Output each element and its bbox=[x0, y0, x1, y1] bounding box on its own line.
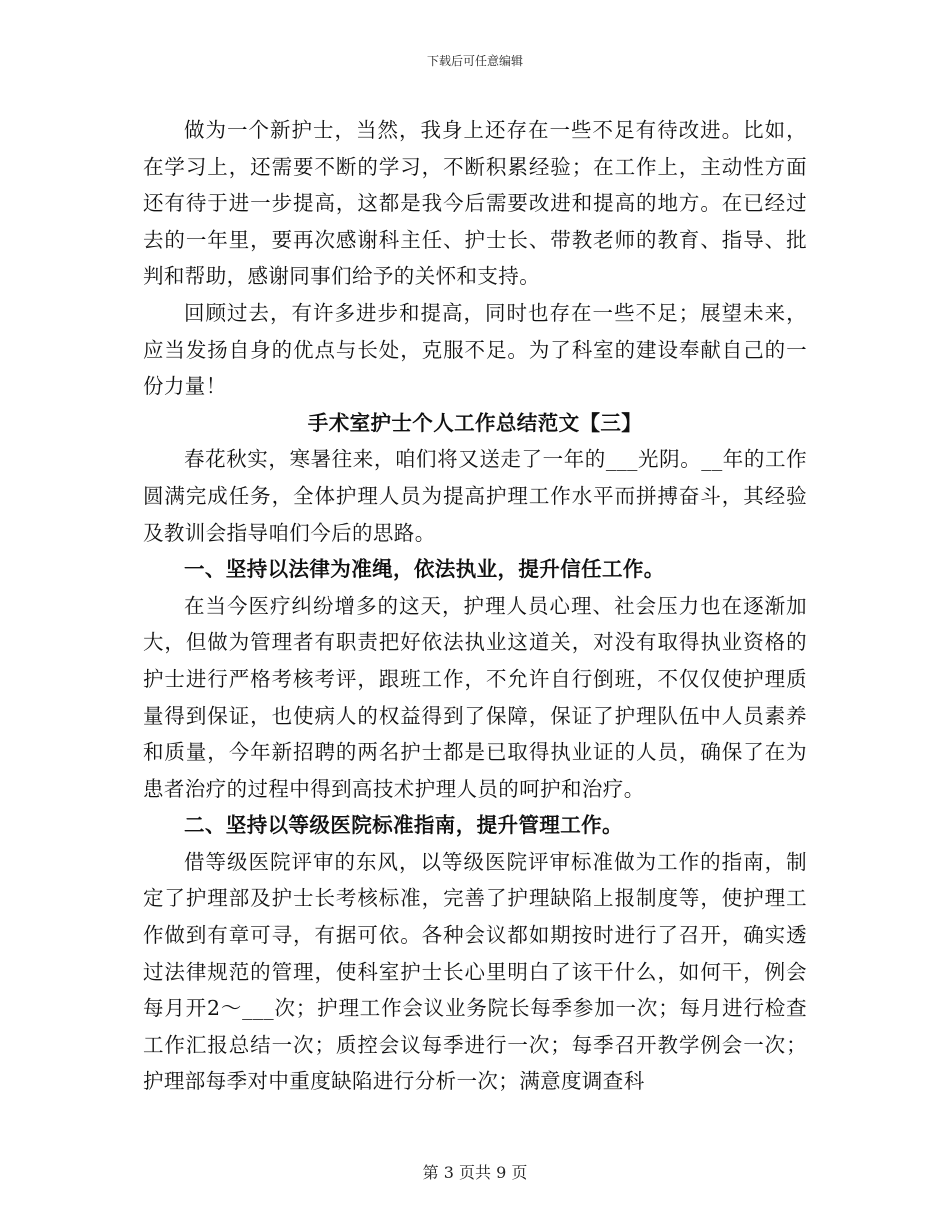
paragraph-law-compliance: 在当今医疗纠纷增多的这天，护理人员心理、社会压力也在逐渐加大，但做为管理者有职责把好依法执业这道关，对没有取得执业资格的护士进行严格考核考评，跟班工作，不允许自行倒班，不仅仅使护理质量得到保证，也使病人的权益得到了保障，保证了护理队伍中人员素养和质量，今年新招聘的两名护士都是已取得执业证的人员，确保了在为患者治疗的过程中得到高技术护理人员的呵护和治疗。 bbox=[143, 593, 807, 801]
heading-hospital-standards: 二、坚持以等级医院标准指南，提升管理工作。 bbox=[184, 813, 623, 838]
paragraph-self-improvement: 做为一个新护士，当然，我身上还存在一些不足有待改进。比如，在学习上，还需要不断的学习，不断积累经验；在工作上，主动性方面还有待于进一步提高，这都是我今后需要改进和提高的地方。在已经过去的一年里，要再次感谢科主任、护士长、带教老师的教育、指导、批判和帮助，感谢同事们给予的关怀和支持。 bbox=[143, 118, 807, 289]
section-title: 手术室护士个人工作总结范文【三】 bbox=[307, 410, 643, 435]
document-body bbox=[143, 112, 807, 1100]
heading-law-compliance: 一、坚持以法律为准绳，依法执业，提升信任工作。 bbox=[184, 557, 665, 582]
paragraph-hospital-standards: 借等级医院评审的东风，以等级医院评审标准做为工作的指南，制定了护理部及护士长考核标准，完善了护理缺陷上报制度等，使护理工作做到有章可寻，有据可依。各种会议都如期按时进行了召开，确实透过法律规范的管理，使科室护士长心里明白了该干什么，如何干，例会每月开2～___次；护理工作会议业务院长每季参加一次；每月进行检查工作汇报总结一次；质控会议每季进行一次；每季召开教学例会一次；护理部每季对中重度缺陷进行分析一次；满意度调查科 bbox=[143, 849, 807, 1094]
page-header: 下载后可任意编辑 bbox=[426, 54, 523, 68]
paragraph-review-outlook: 回顾过去，有许多进步和提高，同时也存在一些不足；展望未来，应当发扬自身的优点与长处，克服不足。为了科室的建设奉献自己的一份力量！ bbox=[143, 300, 807, 399]
paragraph-intro: 春花秋实，寒暑往来，咱们将又送走了一年的___光阴。__年的工作圆满完成任务，全体护理人员为提高护理工作水平而拼搏奋斗，其经验及教训会指导咱们今后的思路。 bbox=[143, 447, 807, 545]
page-footer: 第 3 页共 9 页 bbox=[422, 1163, 528, 1182]
